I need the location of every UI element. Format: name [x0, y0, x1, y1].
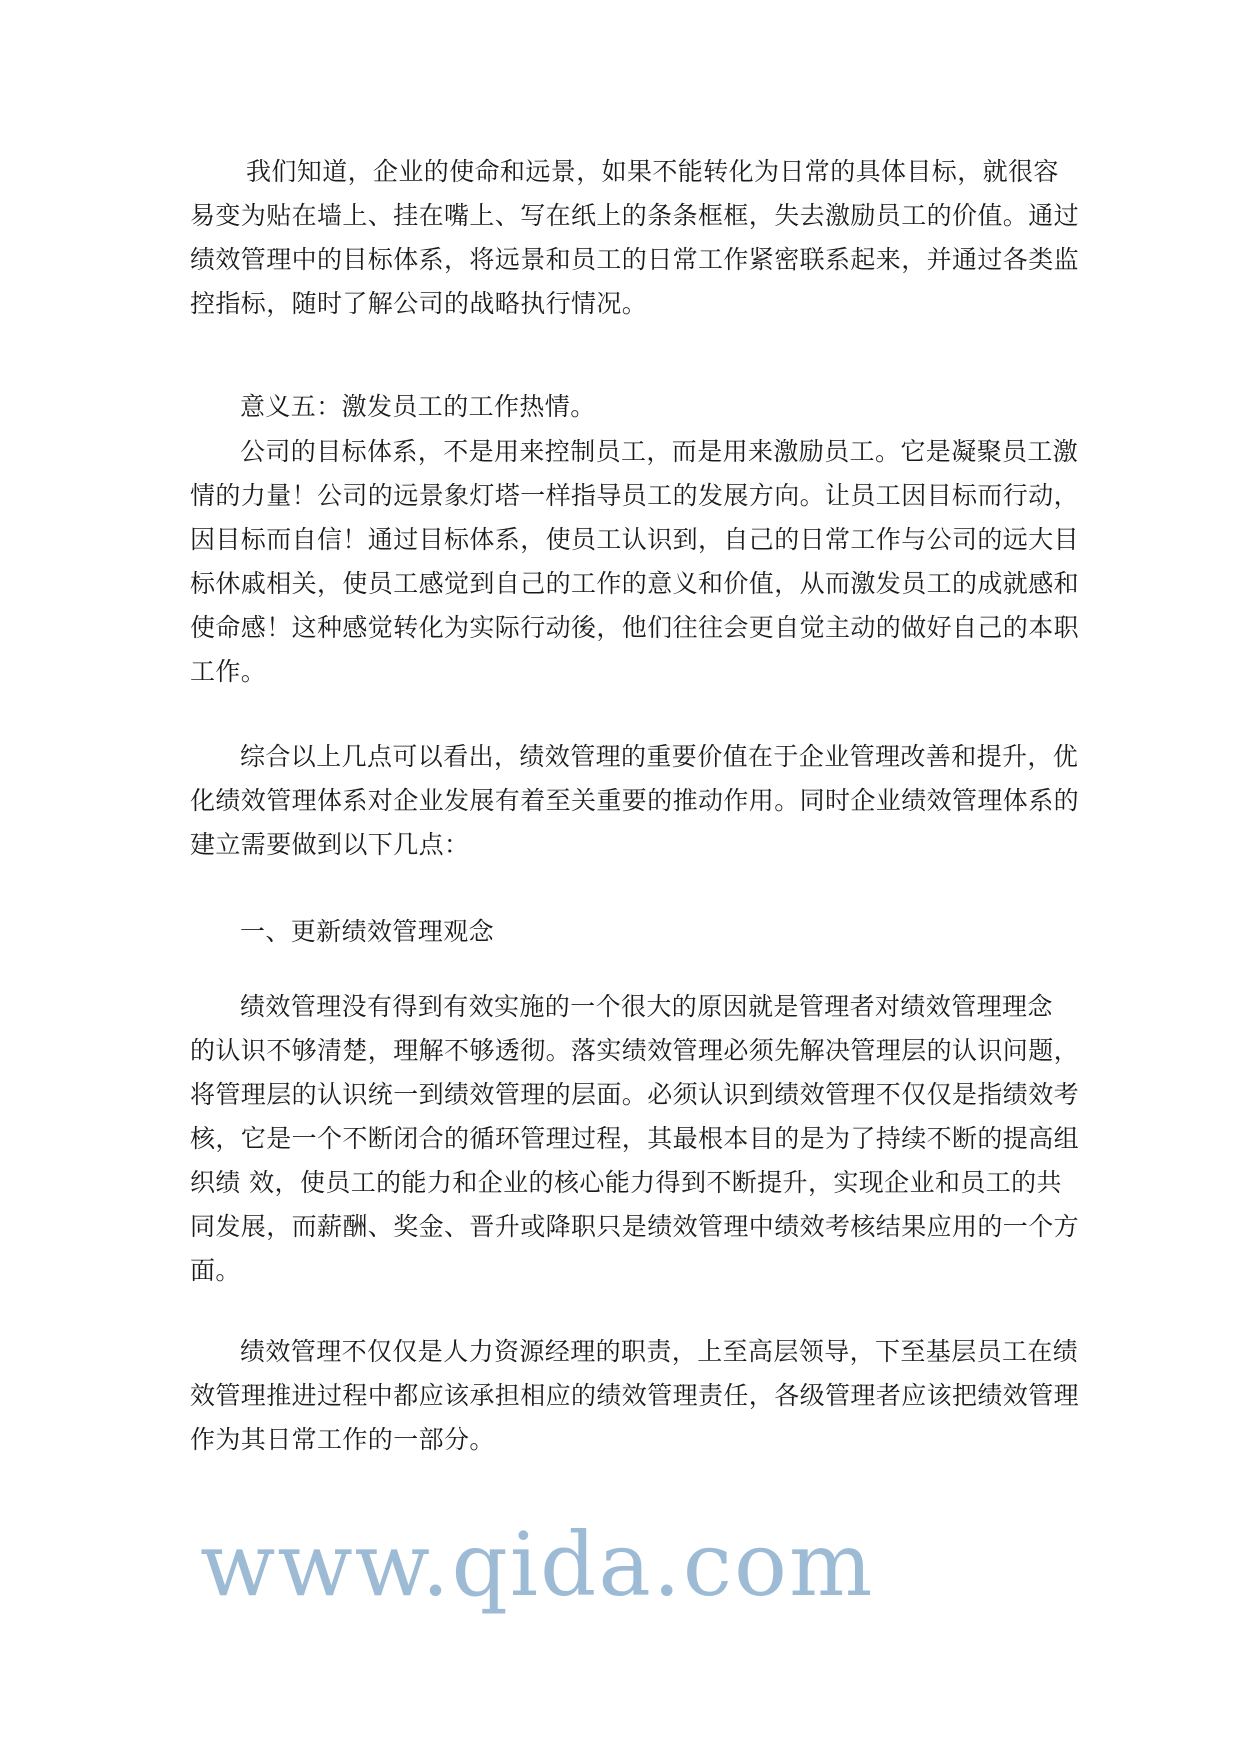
text-line: 控指标，随时了解公司的战略执行情况。 [190, 289, 648, 318]
significance-five-heading: 意义五：激发员工的工作热情。 [240, 392, 596, 421]
text-line: 效管理推进过程中都应该承担相应的绩效管理责任，各级管理者应该把绩效管理 [190, 1381, 1080, 1410]
text-line: 将管理层的认识统一到绩效管理的层面。必须认识到绩效管理不仅仅是指绩效考 [190, 1080, 1080, 1109]
text-line: 织绩 效，使员工的能力和企业的核心能力得到不断提升，实现企业和员工的共 [190, 1168, 1062, 1197]
text-line: 情的力量！公司的远景象灯塔一样指导员工的发展方向。让员工因目标而行动， [190, 481, 1080, 510]
watermark-logo: www.qida.com [200, 1513, 875, 1616]
text-line: 使命感！这种感觉转化为实际行动後，他们往往会更自觉主动的做好自己的本职 [190, 613, 1080, 642]
paragraph-summary [190, 735, 1080, 867]
text-line: 我们知道，企业的使命和远景，如果不能转化为日常的具体目标，就很容 [246, 157, 1059, 186]
text-line: 核，它是一个不断闭合的循环管理过程，其最根本目的是为了持续不断的提高组 [190, 1124, 1080, 1153]
section-one-heading: 一、更新绩效管理观念 [240, 917, 495, 946]
text-line: 建立需要做到以下几点： [190, 830, 470, 859]
paragraph-mission-vision [190, 150, 1080, 326]
text-line: 因目标而自信！通过目标体系，使员工认识到，自己的日常工作与公司的远大目 [190, 525, 1080, 554]
text-line: 作为其日常工作的一部分。 [190, 1425, 495, 1454]
paragraph-update-concept [190, 985, 1080, 1293]
text-line: 化绩效管理体系对企业发展有着至关重要的推动作用。同时企业绩效管理体系的 [190, 786, 1080, 815]
paragraph-motivate-employees [190, 430, 1080, 694]
text-line: 的认识不够清楚，理解不够透彻。落实绩效管理必须先解决管理层的认识问题， [190, 1036, 1080, 1065]
text-line: 工作。 [190, 657, 267, 686]
paragraph-responsibility [190, 1330, 1080, 1462]
text-line: 面。 [190, 1256, 241, 1285]
text-line: 综合以上几点可以看出，绩效管理的重要价值在于企业管理改善和提升，优 [240, 742, 1079, 771]
text-line: 绩效管理不仅仅是人力资源经理的职责，上至高层领导，下至基层员工在绩 [240, 1337, 1079, 1366]
text-line: 公司的目标体系，不是用来控制员工，而是用来激励员工。它是凝聚员工激 [240, 437, 1079, 466]
text-line: 绩效管理没有得到有效实施的一个很大的原因就是管理者对绩效管理理念 [240, 992, 1053, 1021]
text-line: 标休戚相关，使员工感觉到自己的工作的意义和价值，从而激发员工的成就感和 [190, 569, 1080, 598]
text-line: 同发展，而薪酬、奖金、晋升或降职只是绩效管理中绩效考核结果应用的一个方 [190, 1212, 1080, 1241]
text-line: 易变为贴在墙上、挂在嘴上、写在纸上的条条框框，失去激励员工的价值。通过 [190, 201, 1080, 230]
text-line: 绩效管理中的目标体系，将远景和员工的日常工作紧密联系起来，并通过各类监 [190, 245, 1080, 274]
